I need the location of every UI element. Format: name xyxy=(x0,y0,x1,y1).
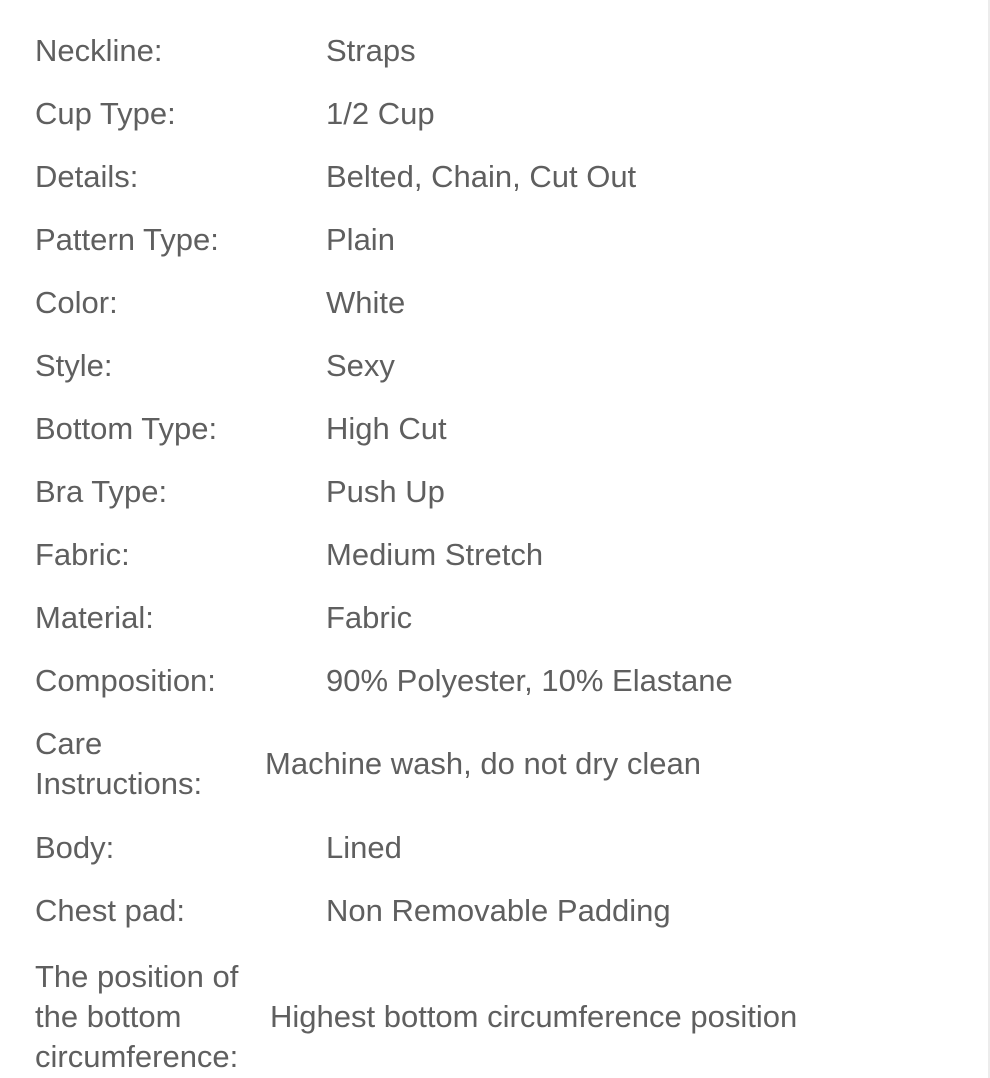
spec-row-color xyxy=(35,271,975,334)
spec-value: Push Up xyxy=(326,473,445,509)
spec-value: Medium Stretch xyxy=(326,536,544,572)
spec-label: Neckline: xyxy=(35,32,163,68)
product-specs-table xyxy=(35,19,975,1078)
spec-label: Pattern Type: xyxy=(35,221,219,257)
spec-row-bra-type xyxy=(35,460,975,523)
spec-row-details xyxy=(35,145,975,208)
spec-row-cup-type xyxy=(35,82,975,145)
spec-value: Straps xyxy=(326,32,416,68)
spec-value: Belted, Chain, Cut Out xyxy=(326,158,637,194)
spec-label: The position of the bottom circumference: xyxy=(35,958,239,1074)
spec-row-bottom-circumference-position xyxy=(35,942,975,1078)
spec-label: Color: xyxy=(35,284,118,320)
spec-label: Care Instructions: xyxy=(35,726,203,801)
spec-label: Details: xyxy=(35,158,139,194)
spec-row-body xyxy=(35,816,975,879)
spec-label: Composition: xyxy=(35,662,216,698)
spec-label: Style: xyxy=(35,347,113,383)
spec-value: Fabric xyxy=(326,599,413,635)
spec-value: Highest bottom circumference position xyxy=(270,998,798,1034)
spec-row-pattern-type xyxy=(35,208,975,271)
spec-value: 90% Polyester, 10% Elastane xyxy=(326,662,733,698)
spec-label: Cup Type: xyxy=(35,95,176,131)
spec-label: Material: xyxy=(35,599,154,635)
spec-value: Machine wash, do not dry clean xyxy=(265,746,701,781)
spec-row-composition xyxy=(35,649,975,712)
spec-row-fabric xyxy=(35,523,975,586)
spec-row-bottom-type xyxy=(35,397,975,460)
spec-label: Body: xyxy=(35,829,115,865)
spec-label: Fabric: xyxy=(35,536,130,572)
spec-value: Non Removable Padding xyxy=(326,892,671,928)
spec-value: Sexy xyxy=(326,347,395,383)
spec-value: 1/2 Cup xyxy=(326,95,435,131)
spec-row-chest-pad xyxy=(35,879,975,942)
spec-label: Bra Type: xyxy=(35,473,168,509)
spec-value: High Cut xyxy=(326,410,447,446)
spec-label: Chest pad: xyxy=(35,892,185,928)
spec-row-material xyxy=(35,586,975,649)
spec-row-style xyxy=(35,334,975,397)
spec-row-care-instructions xyxy=(35,712,975,816)
spec-row-neckline xyxy=(35,19,975,82)
spec-value: Plain xyxy=(326,221,395,257)
spec-value: White xyxy=(326,284,406,320)
spec-label: Bottom Type: xyxy=(35,410,218,446)
spec-value: Lined xyxy=(326,829,402,865)
